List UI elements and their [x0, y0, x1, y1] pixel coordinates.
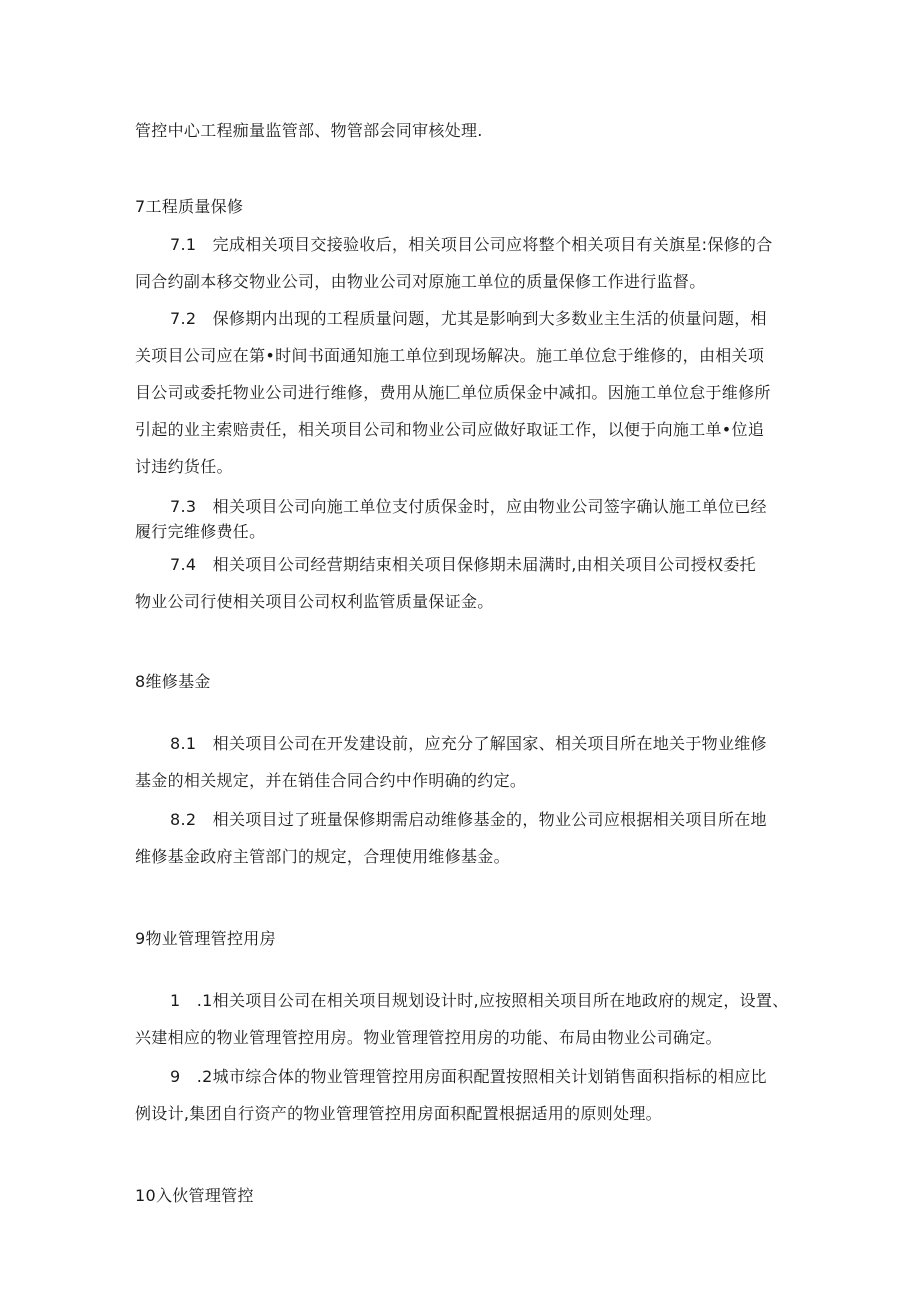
paragraph-7-1-line-2: 同合约副本移交物业公司，由物业公司对原施工单位的质量保修工作进行监督。	[135, 272, 706, 291]
paragraph-9-2-line-1: 9 .2城市综合体的物业管理管控用房面积配置按照相关计划销售面积指标的相应比	[170, 1067, 767, 1086]
intro-line: 管控中心工程痂量监管部、物管部会同审核处理.	[135, 121, 483, 140]
paragraph-7-2-line-3: 目公司或委托物业公司进行维修，费用从施匚单位质保金中减扣。因施工单位怠于维修所	[135, 383, 771, 402]
paragraph-7-4-line-1: 7.4 相关项目公司经营期结束相关项目保修期未届满时,由相关项目公司授权委托	[170, 555, 756, 574]
paragraph-7-1-line-1: 7.1 完成相关项目交接验收后，相关项目公司应将整个相关项目有关旗星:保修的合	[170, 235, 773, 254]
paragraph-9-1-line-1: 1 .1相关项目公司在相关项目规划设计时,应按照相关项目所在地政府的规定，设置、	[170, 991, 789, 1010]
section-9-heading: 9物业管理管控用房	[135, 929, 276, 948]
section-10-heading: 10入伙管理管控	[135, 1186, 254, 1205]
paragraph-7-4-line-2: 物业公司行使相关项目公司权利监管质量保证金。	[135, 592, 494, 611]
paragraph-7-2-line-4: 引起的业主索赔责任，相关项目公司和物业公司应做好取证工作，以便于向施工单•位追	[135, 420, 765, 439]
paragraph-7-3-line-2: 履行完维修费任。	[135, 522, 266, 541]
paragraph-7-2-line-5: 讨违约货任。	[135, 457, 233, 476]
section-7-heading: 7工程质量保修	[135, 197, 244, 216]
paragraph-8-1-line-1: 8.1 相关项目公司在开发建设前，应充分了解国家、相关项目所在地关于物业维修	[170, 734, 767, 753]
paragraph-7-3-line-1: 7.3 相关项目公司向施工单位支付质保金时，应由物业公司签字确认施工单位已经	[170, 497, 767, 516]
paragraph-8-1-line-2: 基金的相关规定，并在销佳合同合约中作明确的约定。	[135, 771, 527, 790]
paragraph-8-2-line-2: 维修基金政府主管部门的规定，合理使用维修基金。	[135, 847, 510, 866]
section-8-heading: 8维修基金	[135, 672, 211, 691]
paragraph-9-1-line-2: 兴建相应的物业管理管控用房。物业管理管控用房的功能、布局由物业公司确定。	[135, 1028, 722, 1047]
paragraph-9-2-line-2: 例设计,集团自行资产的物业管理管控用房面积配置根据适用的原则处理。	[135, 1104, 662, 1123]
paragraph-8-2-line-1: 8.2 相关项目过了班量保修期需启动维修基金的，物业公司应根据相关项目所在地	[170, 810, 767, 829]
paragraph-7-2-line-1: 7.2 保修期内出现的工程质量问题，尤其是影响到大多数业主生活的侦量问题，相	[170, 309, 767, 328]
paragraph-7-2-line-2: 关项目公司应在第•时间书面通知施工单位到现场解决。施工单位怠于维修的，由相关项	[135, 346, 765, 365]
